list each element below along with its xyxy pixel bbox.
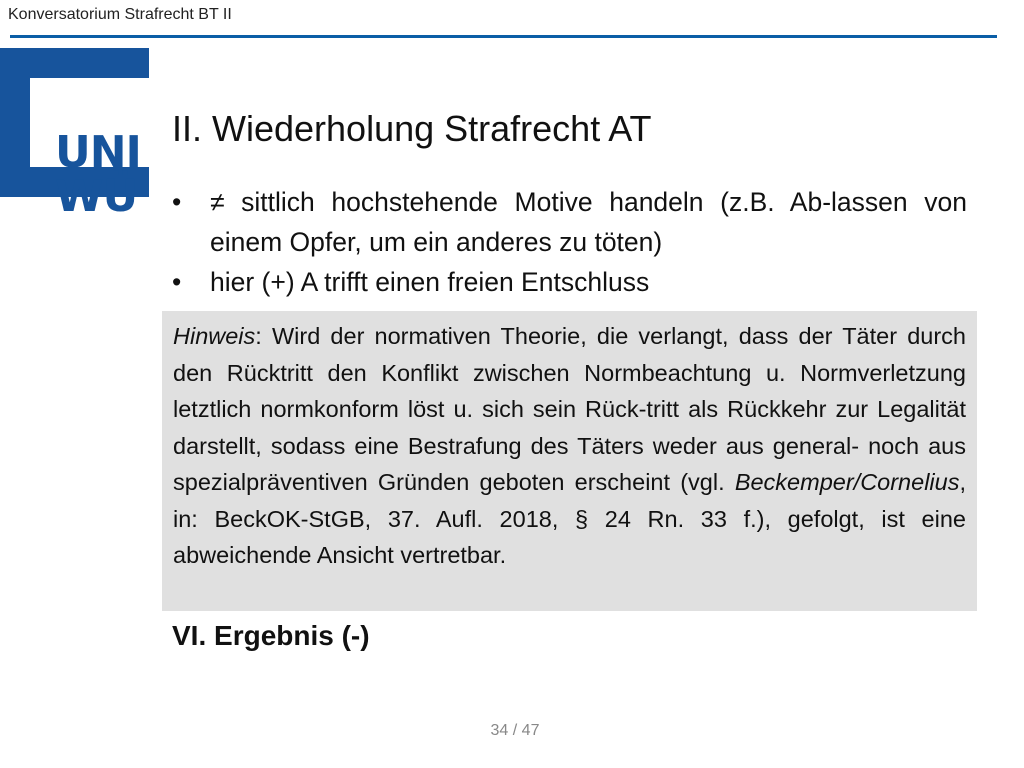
slide-title: II. Wiederholung Strafrecht AT [172,108,652,149]
hint-text-part-2: , in: BeckOK-StGB, 37. Aufl. 2018, § 24 Rn. 33 f.), gefolgt, ist eine abweichende Ansicht vertretbar. [173,469,966,568]
hint-citation-authors: Beckemper/Cornelius [734,469,960,495]
result-heading: VI. Ergebnis (-) [172,620,370,651]
hint-paragraph [173,318,966,574]
hint-box [162,311,977,611]
bullet-text: ≠ sittlich hochstehende Motive handeln (z.B. Ab-lassen von einem Opfer, um ein anderes zu töten) [210,187,967,257]
university-logo [0,48,149,222]
bullet-text: hier (+) A trifft einen freien Entschluss [210,267,650,297]
header-divider [10,35,997,38]
bullet-icon: • [172,267,182,297]
logo-text-line-2: WÜ [55,171,138,222]
page-number: 34 / 47 [490,722,540,739]
logo-text-line-1: UNI [55,127,141,178]
bullet-list [172,182,967,302]
bullet-item [172,262,967,302]
bullet-icon: • [172,187,182,217]
bullet-item [172,182,967,262]
hint-text-part-1: : Wird der normativen Theorie, die verlangt, dass der Täter durch den Rücktritt den Konflikt zwischen Normbeachtung u. Normverletzung letztlich normkonform löst u. sich sein Rück-tritt als Rückkehr zur Legalität darstellt, sodass eine Bestrafung des Täters weder aus general- noch aus spezialpräventiven Gründen geboten erscheint (vgl. [173,323,966,495]
presentation-header-title: Konversatorium Strafrecht BT II [8,6,232,23]
hint-label: Hinweis [173,323,256,349]
